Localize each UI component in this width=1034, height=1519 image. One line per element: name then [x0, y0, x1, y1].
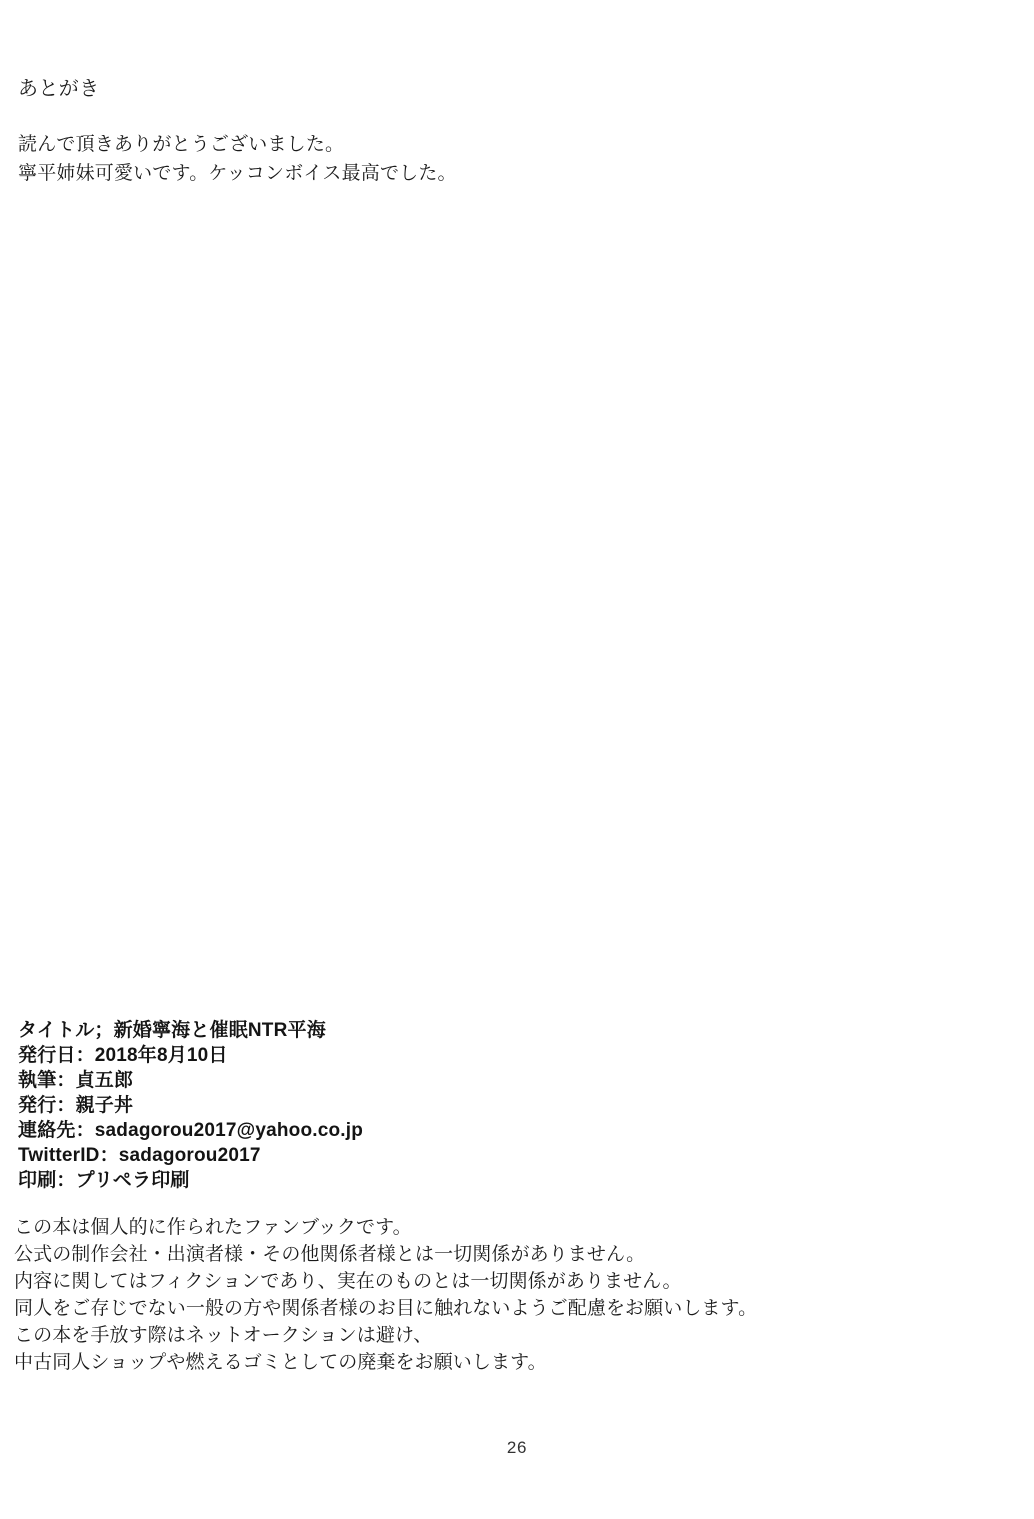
colophon-contact-email: 連絡先：sadagorou2017@yahoo.co.jp [18, 1120, 363, 1141]
colophon-title: タイトル；新婚寧海と催眠NTR平海 [18, 1020, 326, 1041]
disclaimer-line: 同人をご存じでない一般の方や関係者様のお目に触れないようご配慮をお願いします。 [14, 1298, 758, 1319]
afterword-section [18, 74, 918, 188]
disclaimer-line: 内容に関してはフィクションであり、実在のものとは一切関係がありません。 [14, 1271, 682, 1292]
disclaimer-line: この本は個人的に作られたファンブックです。 [14, 1217, 412, 1238]
disclaimer-section [14, 1214, 1004, 1376]
afterword-line: 読んで頂きありがとうございました。 [18, 134, 345, 155]
colophon-section [18, 1018, 978, 1193]
afterword-heading: あとがき [18, 78, 100, 100]
colophon-author: 執筆：貞五郎 [18, 1070, 134, 1091]
colophon-publish-date: 発行日：2018年8月10日 [18, 1045, 228, 1066]
colophon-publisher: 発行：親子丼 [18, 1095, 134, 1116]
disclaimer-line: 中古同人ショップや燃えるゴミとしての廃棄をお願いします。 [14, 1352, 547, 1373]
colophon-printer: 印刷：プリペラ印刷 [18, 1170, 190, 1191]
disclaimer-line: 公式の制作会社・出演者様・その他関係者様とは一切関係がありません。 [14, 1244, 646, 1265]
page-number: 26 [506, 1438, 528, 1457]
disclaimer-line: この本を手放す際はネットオークションは避け、 [14, 1325, 433, 1346]
afterword-line: 寧平姉妹可愛いです。ケッコンボイス最高でした。 [18, 163, 457, 184]
colophon-twitter-id: TwitterID：sadagorou2017 [18, 1145, 261, 1166]
